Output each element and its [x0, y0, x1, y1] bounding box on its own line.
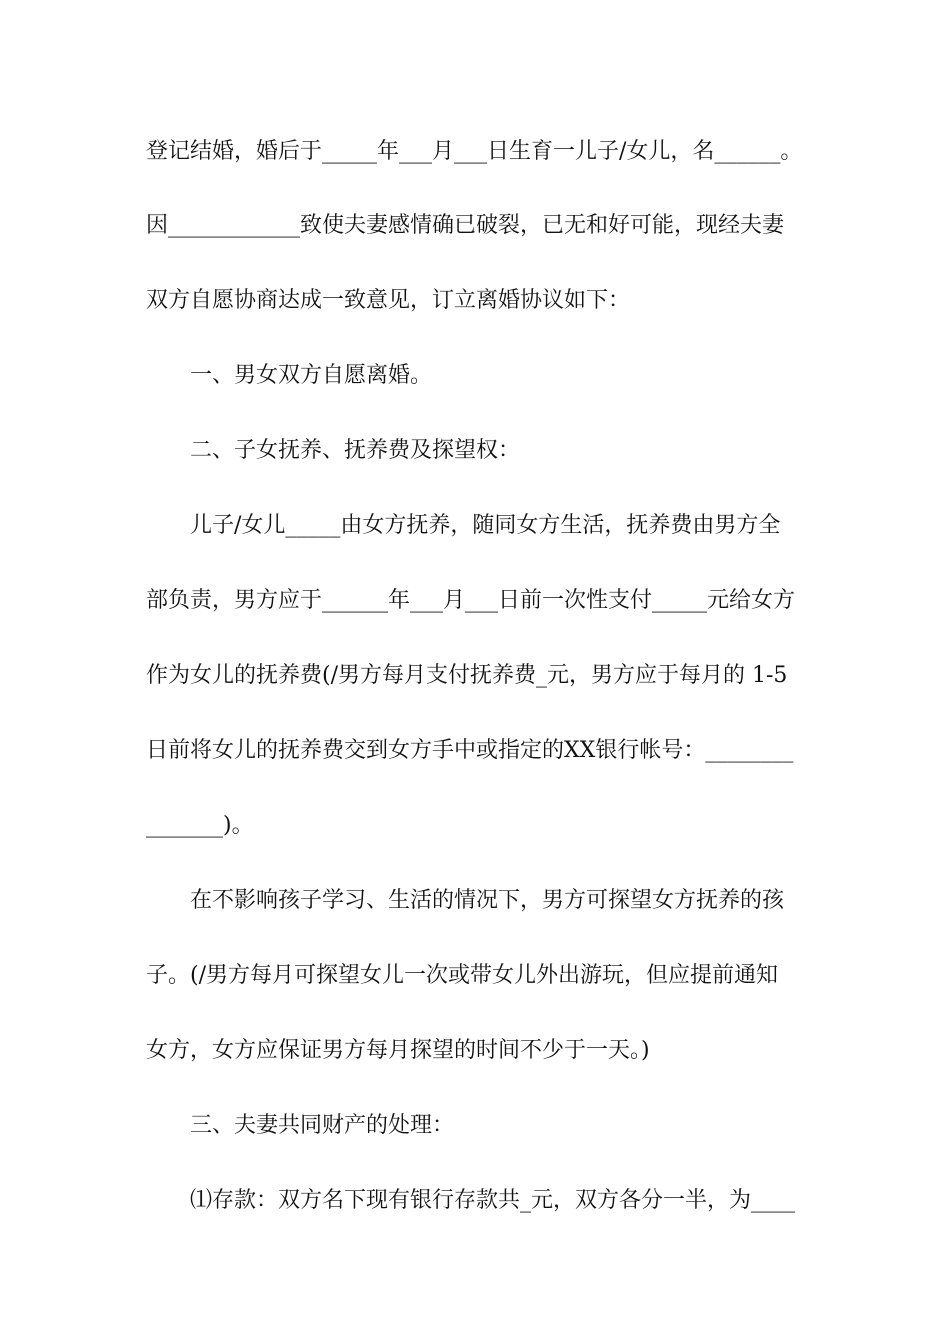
- text-line-10: _______)。: [146, 813, 254, 838]
- text-line-2: 因____________致使夫妻感情确已破裂，已无和好可能，现经夫妻: [146, 213, 785, 238]
- text-line-8: 作为女儿的抚养费(/男方每月支付抚养费_元，男方应于每月的 1-5: [146, 663, 788, 688]
- text-line-9: 日前将女儿的抚养费交到女方手中或指定的XX银行帐号：________: [146, 738, 794, 763]
- text-line-13: 女方，女方应保证男方每月探望的时间不少于一天。): [146, 1038, 650, 1063]
- text-line-11: 在不影响孩子学习、生活的情况下，男方可探望女方抚养的孩: [190, 888, 785, 913]
- section-heading-2: 二、子女抚养、抚养费及探望权：: [190, 438, 521, 463]
- text-line-3: 双方自愿协商达成一致意见，订立离婚协议如下：: [146, 288, 631, 313]
- text-line-15: ⑴存款：双方名下现有银行存款共_元，双方各分一半，为____: [190, 1188, 796, 1213]
- text-line-7: 部负责，男方应于______年___月___日前一次性支付_____元给女方: [146, 588, 796, 613]
- section-heading-3: 三、夫妻共同财产的处理：: [190, 1113, 455, 1138]
- section-heading-1: 一、男女双方自愿离婚。: [190, 363, 433, 388]
- text-line-6: 儿子/女儿_____由女方抚养，随同女方生活，抚养费由男方全: [190, 513, 781, 538]
- text-line-1: 登记结婚，婚后于_____年___月___日生育一儿子/女儿，名______。: [146, 139, 803, 164]
- text-line-12: 子。(/男方每月可探望女儿一次或带女儿外出游玩，但应提前通知: [146, 963, 778, 988]
